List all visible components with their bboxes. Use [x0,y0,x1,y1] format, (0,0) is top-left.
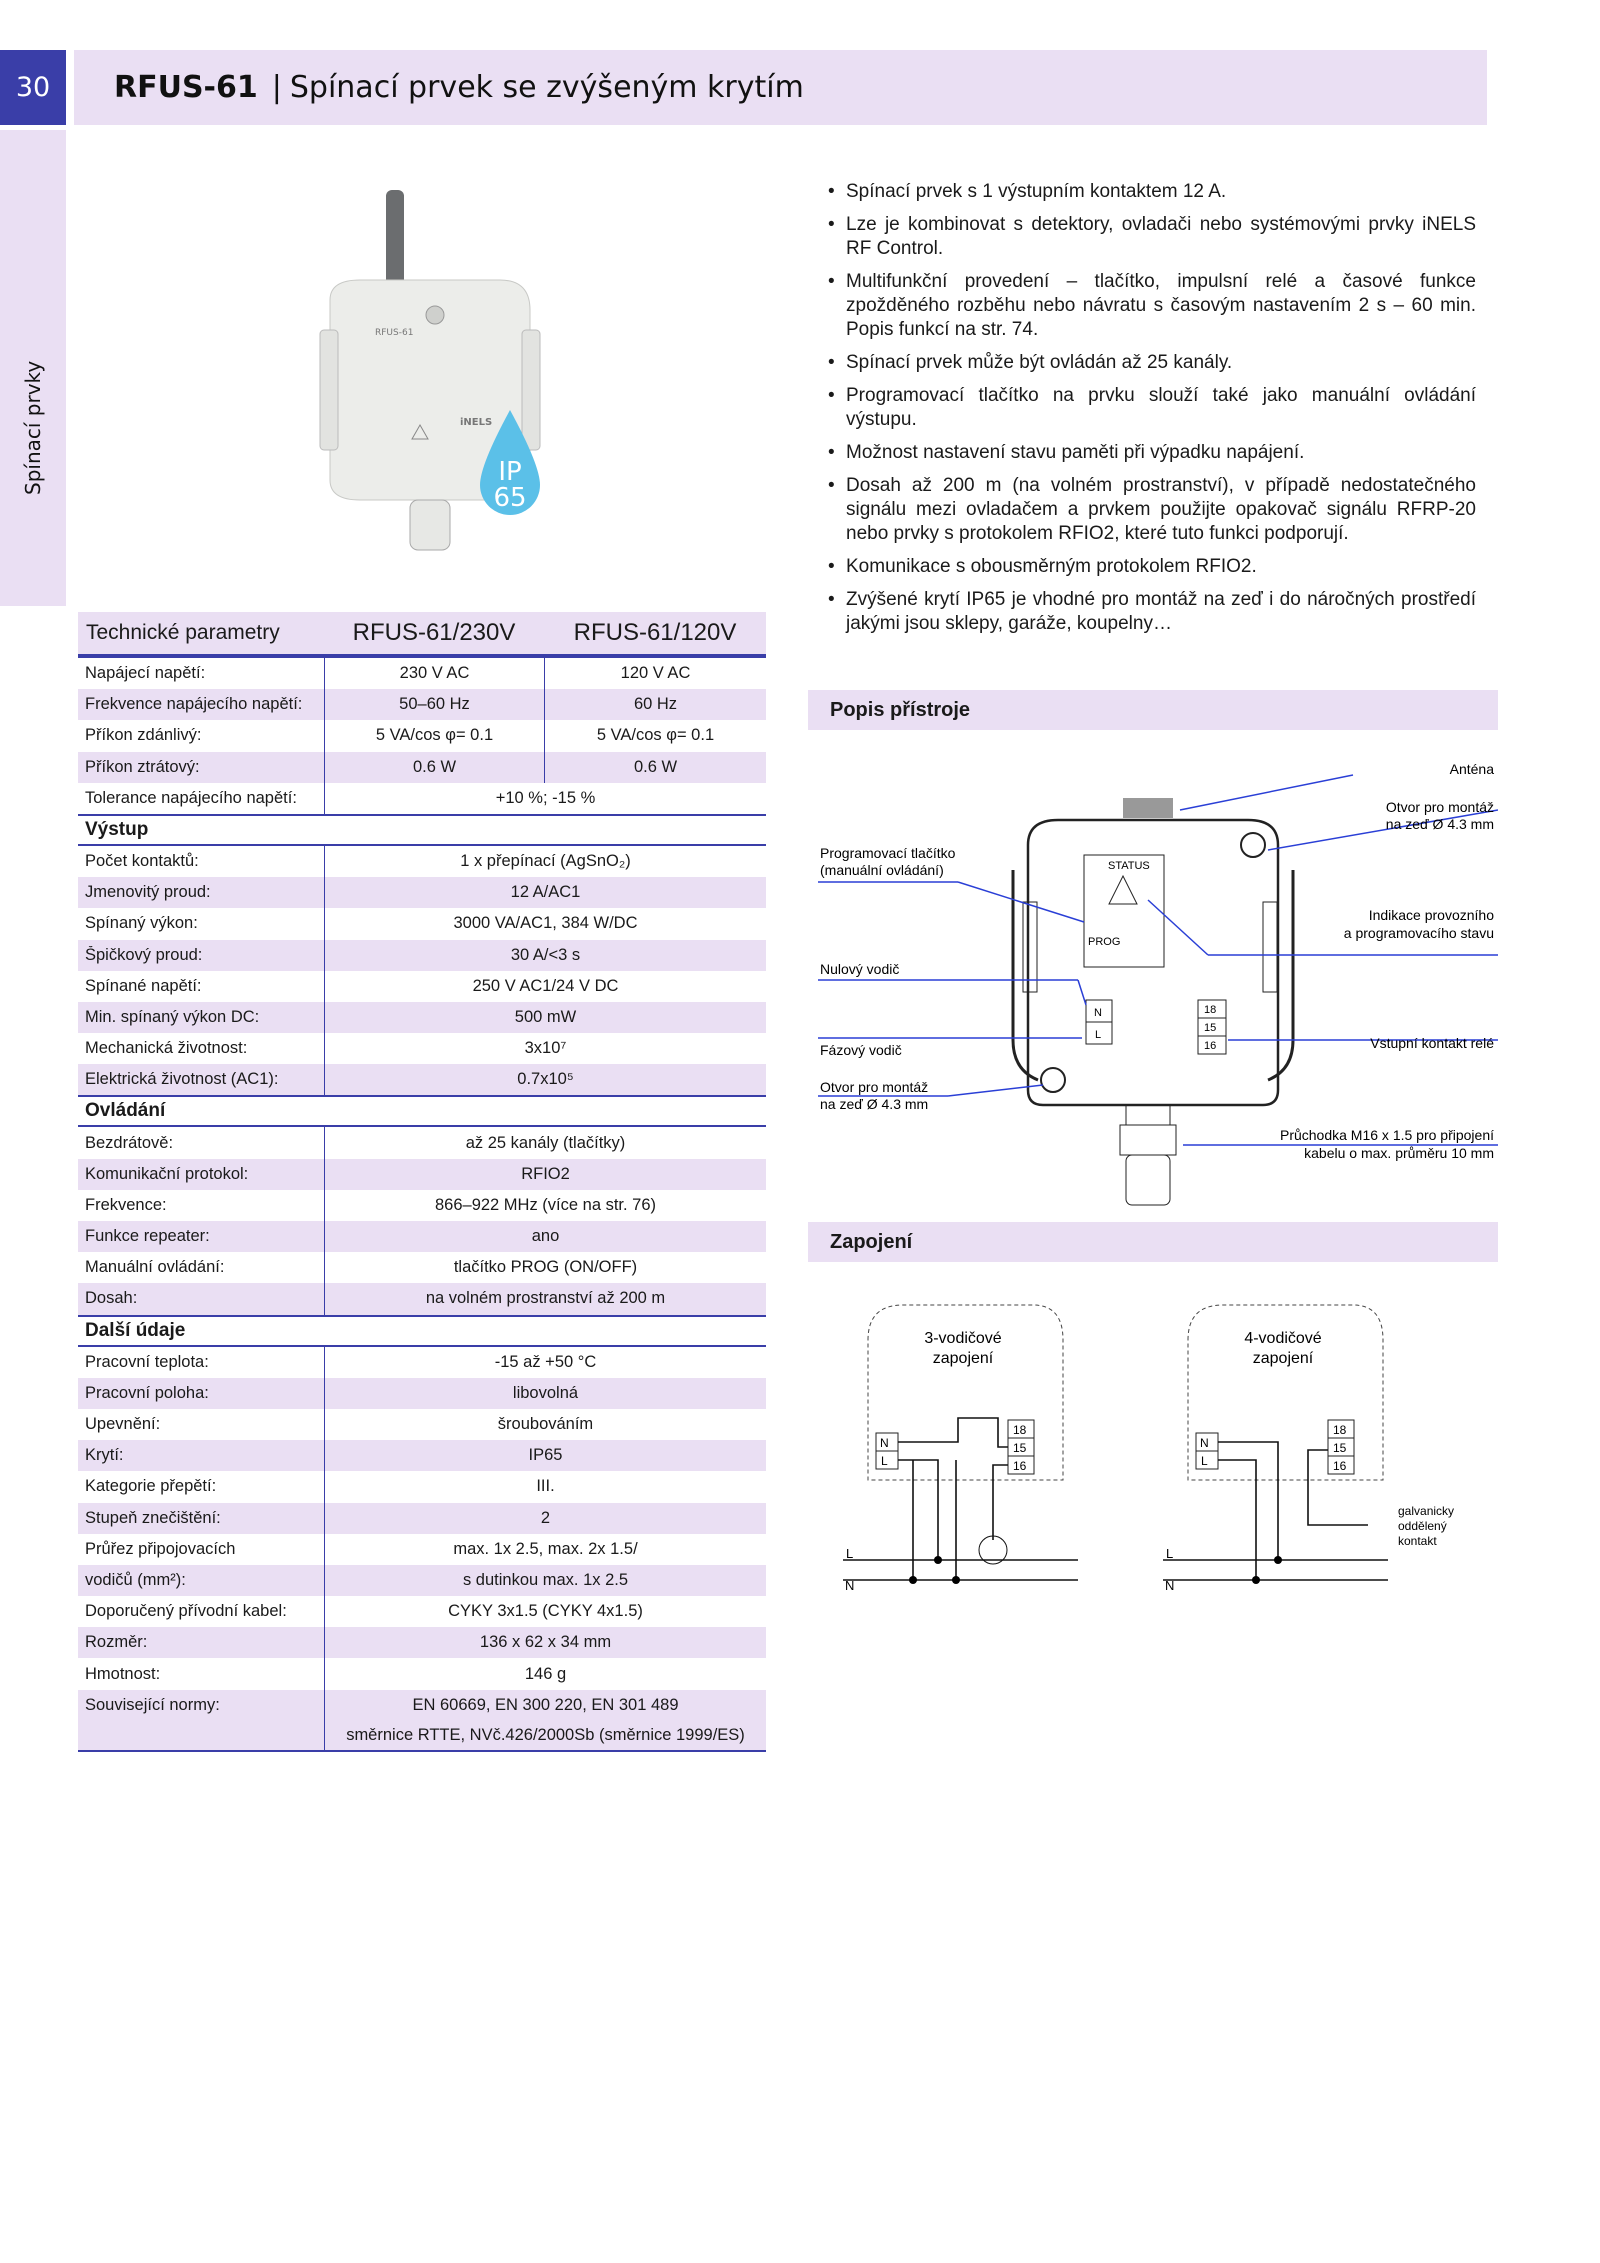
svg-text:kontakt: kontakt [1398,1534,1437,1548]
page-title: Spínací prvek se zvýšeným krytím [289,70,804,105]
spec-row: Stupeň znečištění: 2 [78,1503,766,1534]
spec-row: Bezdrátově: až 25 kanály (tlačítky) [78,1127,766,1158]
svg-text:Otvor pro montáž: Otvor pro montáž [820,1079,929,1095]
spec-row: Manuální ovládání: tlačítko PROG (ON/OFF) [78,1252,766,1283]
feature-item: • Možnost nastavení stavu paměti při výpadku napájení. [826,441,1476,465]
svg-text:Anténa: Anténa [1449,761,1494,777]
svg-text:Programovací tlačítko: Programovací tlačítko [820,845,956,861]
svg-text:N: N [1165,1578,1175,1593]
spec-row: Komunikační protokol: RFIO2 [78,1159,766,1190]
section-title-control: Ovládání [78,1095,766,1127]
brand-logo: iNELS [460,417,493,428]
cable-gland [410,500,450,550]
svg-text:PROG: PROG [1088,936,1121,948]
svg-text:15: 15 [1333,1441,1347,1455]
device-diagram [808,750,1498,1210]
svg-text:N: N [845,1578,855,1593]
spec-row: Špičkový proud: 30 A/<3 s [78,940,766,971]
svg-text:Nulový vodič: Nulový vodič [820,961,900,977]
svg-text:N: N [880,1436,889,1450]
feature-item: • Dosah až 200 m (na volném prostranství), v případě nedostatečného signálu mezi ovladačem a prvkem použijte opakovač signálu RFRP-20 nebo prvky s protokolem RFIO2, které tuto funkci podporují. [826,474,1476,546]
spec-row: Spínané napětí: 250 V AC1/24 V DC [78,971,766,1002]
device-section-title: Popis přístroje [808,690,1498,730]
spec-row: Průřez připojovacích max. 1x 2.5, max. 2x 1.5/ [78,1534,766,1565]
wiring-diagram [808,1290,1498,1620]
feature-item: • Komunikace s obousměrným protokolem RFIO2. [826,555,1476,579]
svg-text:3-vodičové: 3-vodičové [924,1330,1002,1347]
spec-header [78,612,766,658]
svg-text:Průchodka M16 x 1.5 pro připoj: Průchodka M16 x 1.5 pro připojení [1279,1127,1494,1143]
spec-title: Technické parametry [86,621,280,644]
svg-text:18: 18 [1204,1004,1217,1016]
ip-badge-top: IP [498,457,522,487]
feature-list [826,180,1476,645]
svg-text:15: 15 [1204,1022,1217,1034]
spec-row: Dosah: na volném prostranství až 200 m [78,1283,766,1314]
spec-row: Příkon zdánlivý: 5 VA/cos φ= 0.1 5 VA/cos φ= 0.1 [78,720,766,751]
spec-row: Upevnění: šroubováním [78,1409,766,1440]
section-title-other: Další údaje [78,1315,766,1347]
product-photo [300,180,600,560]
device-label: RFUS-61 [375,328,414,338]
spec-col2-header: RFUS-61/120V [573,619,737,646]
svg-text:L: L [1095,1029,1102,1041]
spec-row: Pracovní teplota: -15 až +50 °C [78,1347,766,1378]
svg-text:Fázový vodič: Fázový vodič [820,1042,902,1058]
gland-nut [1126,1105,1170,1125]
svg-text:18: 18 [1013,1423,1027,1437]
svg-text:16: 16 [1013,1459,1027,1473]
feature-item: • Multifunkční provedení – tlačítko, impulsní relé a časové funkce zpožděného rozběhu nebo návratu s časovým nastavením 2 s – 60 min. Popis funkcí na str. 74. [826,270,1476,342]
title-separator: | [271,70,282,105]
spec-row: Mechanická životnost: 3x10⁷ [78,1033,766,1064]
svg-text:na zeď Ø 4.3 mm: na zeď Ø 4.3 mm [820,1096,929,1112]
svg-text:oddělený: oddělený [1398,1519,1447,1533]
feature-item: • Zvýšené krytí IP65 je vhodné pro montáž na zeď i do náročných prostředí jakými jsou sklepy, garáže, koupelny… [826,588,1476,636]
spec-row: směrnice RTTE, NVč.426/2000Sb (směrnice 1999/ES) [78,1721,766,1752]
spec-row: Frekvence napájecího napětí: 50–60 Hz 60 Hz [78,689,766,720]
svg-text:N: N [1200,1436,1209,1450]
spec-row: Frekvence: 866–922 MHz (více na str. 76) [78,1190,766,1221]
spec-col1-header: RFUS-61/230V [352,619,516,646]
ip-badge-bottom: 65 [493,483,527,513]
svg-text:18: 18 [1333,1423,1347,1437]
spec-row: Příkon ztrátový: 0.6 W 0.6 W [78,752,766,783]
spec-row: Pracovní poloha: libovolná [78,1378,766,1409]
side-tab-label: Spínací prvky [21,360,45,495]
svg-text:L: L [1201,1454,1208,1468]
feature-item: • Spínací prvek může být ovládán až 25 kanály. [826,351,1476,375]
spec-row: vodičů (mm²): s dutinkou max. 1x 2.5 [78,1565,766,1596]
antenna-stub [1123,798,1173,818]
svg-text:4-vodičové: 4-vodičové [1244,1330,1322,1347]
wiring-section-title: Zapojení [808,1222,1498,1262]
svg-text:galvanicky: galvanicky [1398,1504,1455,1518]
spec-row: Min. spínaný výkon DC: 500 mW [78,1002,766,1033]
svg-text:kabelu o max. průměru 10 mm: kabelu o max. průměru 10 mm [1304,1145,1494,1161]
svg-text:zapojení: zapojení [1252,1350,1314,1367]
spec-row: Krytí: IP65 [78,1440,766,1471]
feature-item: • Programovací tlačítko na prvku slouží také jako manuální ovládání výstupu. [826,384,1476,432]
feature-item: • Spínací prvek s 1 výstupním kontaktem 12 A. [826,180,1476,204]
svg-text:Otvor pro montáž: Otvor pro montáž [1385,799,1494,815]
svg-text:15: 15 [1013,1441,1027,1455]
svg-text:Vstupní kontakt relé: Vstupní kontakt relé [1370,1035,1494,1051]
svg-text:na zeď Ø 4.3 mm: na zeď Ø 4.3 mm [1385,816,1494,832]
svg-text:STATUS: STATUS [1108,860,1150,872]
section-title-output: Výstup [78,814,766,846]
device-outline [1028,820,1278,1105]
spec-row: Napájecí napětí: 230 V AC 120 V AC [78,658,766,689]
spec-row: Kategorie přepětí: III. [78,1471,766,1502]
spec-row: Související normy: EN 60669, EN 300 220, EN 301 489 [78,1690,766,1721]
page-number: 30 [0,50,66,125]
spec-row: Tolerance napájecího napětí: +10 %; -15 % [78,783,766,814]
svg-text:L: L [846,1546,854,1561]
svg-text:L: L [1166,1546,1174,1561]
spec-row: Jmenovitý proud: 12 A/AC1 [78,877,766,908]
svg-text:Indikace provozního: Indikace provozního [1368,907,1494,923]
spec-row: Hmotnost: 146 g [78,1658,766,1689]
svg-text:(manuální ovládání): (manuální ovládání) [820,862,944,878]
svg-text:zapojení: zapojení [932,1350,994,1367]
page-header [74,50,1487,125]
spec-row: Doporučený přívodní kabel: CYKY 3x1.5 (CYKY 4x1.5) [78,1596,766,1627]
svg-text:16: 16 [1204,1040,1217,1052]
side-tab [0,130,66,606]
spec-table [78,612,766,1752]
svg-text:N: N [1094,1007,1102,1019]
mount-hole-icon [1241,833,1265,857]
svg-text:a programovacího stavu: a programovacího stavu [1343,925,1494,941]
spec-row: Elektrická životnost (AC1): 0.7x10⁵ [78,1064,766,1095]
spec-row: Funkce repeater: ano [78,1221,766,1252]
svg-text:L: L [881,1454,888,1468]
spec-row: Počet kontaktů: 1 x přepínací (AgSnO₂) [78,846,766,877]
spec-row: Spínaný výkon: 3000 VA/AC1, 384 W/DC [78,908,766,939]
model-name: RFUS-61 [114,70,258,105]
feature-item: • Lze je kombinovat s detektory, ovladači nebo systémovými prvky iNELS RF Control. [826,213,1476,261]
spec-row: Rozměr: 136 x 62 x 34 mm [78,1627,766,1658]
svg-text:16: 16 [1333,1459,1347,1473]
